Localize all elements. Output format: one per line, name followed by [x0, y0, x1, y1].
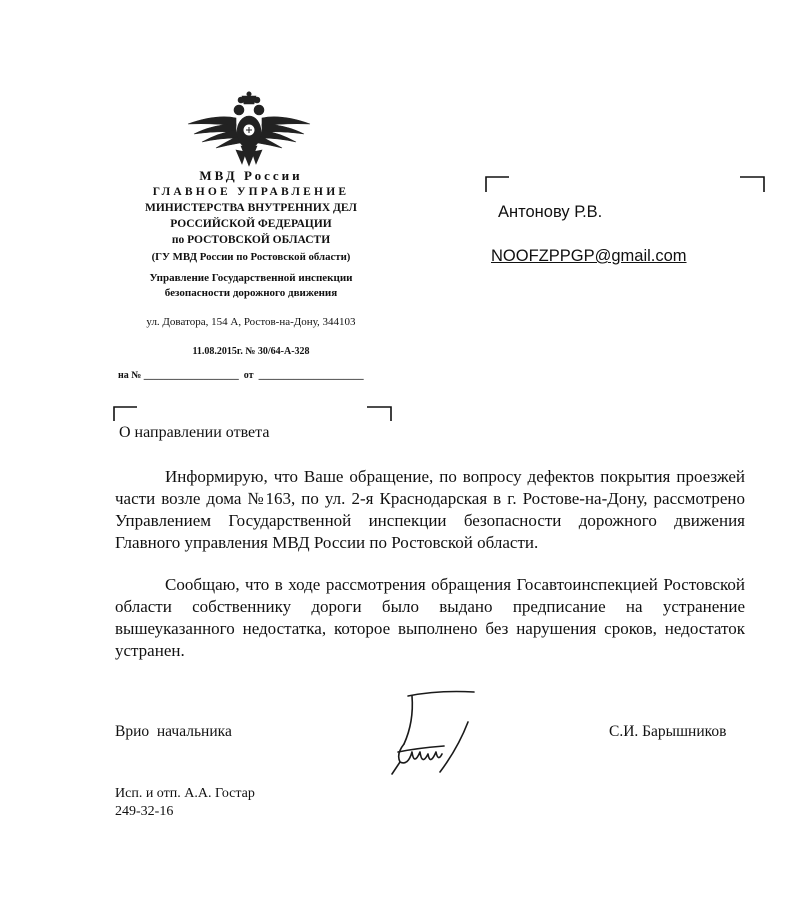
- letter-subject: О направлении ответа: [119, 424, 270, 441]
- signer-name: С.И. Барышников: [609, 723, 727, 740]
- department-short-name: (ГУ МВД России по Ростовской области): [151, 251, 351, 263]
- sub-department-line2: безопасности дорожного движения: [164, 287, 338, 299]
- department-country: РОССИЙСКОЙ ФЕДЕРАЦИИ: [170, 218, 332, 230]
- letter-paragraph-2: Сообщаю, что в ходе рассмотрения обращения Госавтоинспекцией Ростовской области собственнику дороги было выдано предписание на устранение вышеуказанного недостатка, которое выполнено без нарушения сроков, недостаток устранен.: [115, 575, 745, 660]
- ministry-name: МВД России: [199, 168, 303, 183]
- main-department-title: ГЛАВНОЕ УПРАВЛЕНИЕ: [152, 186, 350, 198]
- sub-department-line1: Управление Государственной инспекции: [149, 272, 353, 284]
- department-address: ул. Доватора, 154 А, Ростов-на-Дону, 344103: [146, 316, 356, 328]
- department-region: по РОСТОВСКОЙ ОБЛАСТИ: [171, 234, 331, 246]
- executor-info: Исп. и отп. А.А. Гостар: [115, 786, 255, 801]
- handwritten-signature: [378, 682, 478, 782]
- registration-number: 11.08.2015г. № 30/64-А-328: [192, 346, 310, 357]
- signer-title: Врио начальника: [115, 723, 232, 740]
- addressee-email: NOOFZPPGP@gmail.com: [491, 247, 687, 265]
- reference-line: на № ___________________ от _____________________: [118, 370, 364, 381]
- department-ministry: МИНИСТЕРСТВА ВНУТРЕННИХ ДЕЛ: [144, 202, 358, 214]
- addressee-name: Антонову Р.В.: [498, 203, 603, 221]
- executor-phone: 249-32-16: [115, 804, 174, 819]
- letter-paragraph-1: Информирую, что Ваше обращение, по вопросу дефектов покрытия проезжей части возле дома №163, по ул. 2-я Краснодарская в г. Ростове-на-Дону, рассмотрено Управлением Государственной инспекции безопасности дорожного движения Главного управления МВД России по Ростовской области.: [115, 467, 745, 552]
